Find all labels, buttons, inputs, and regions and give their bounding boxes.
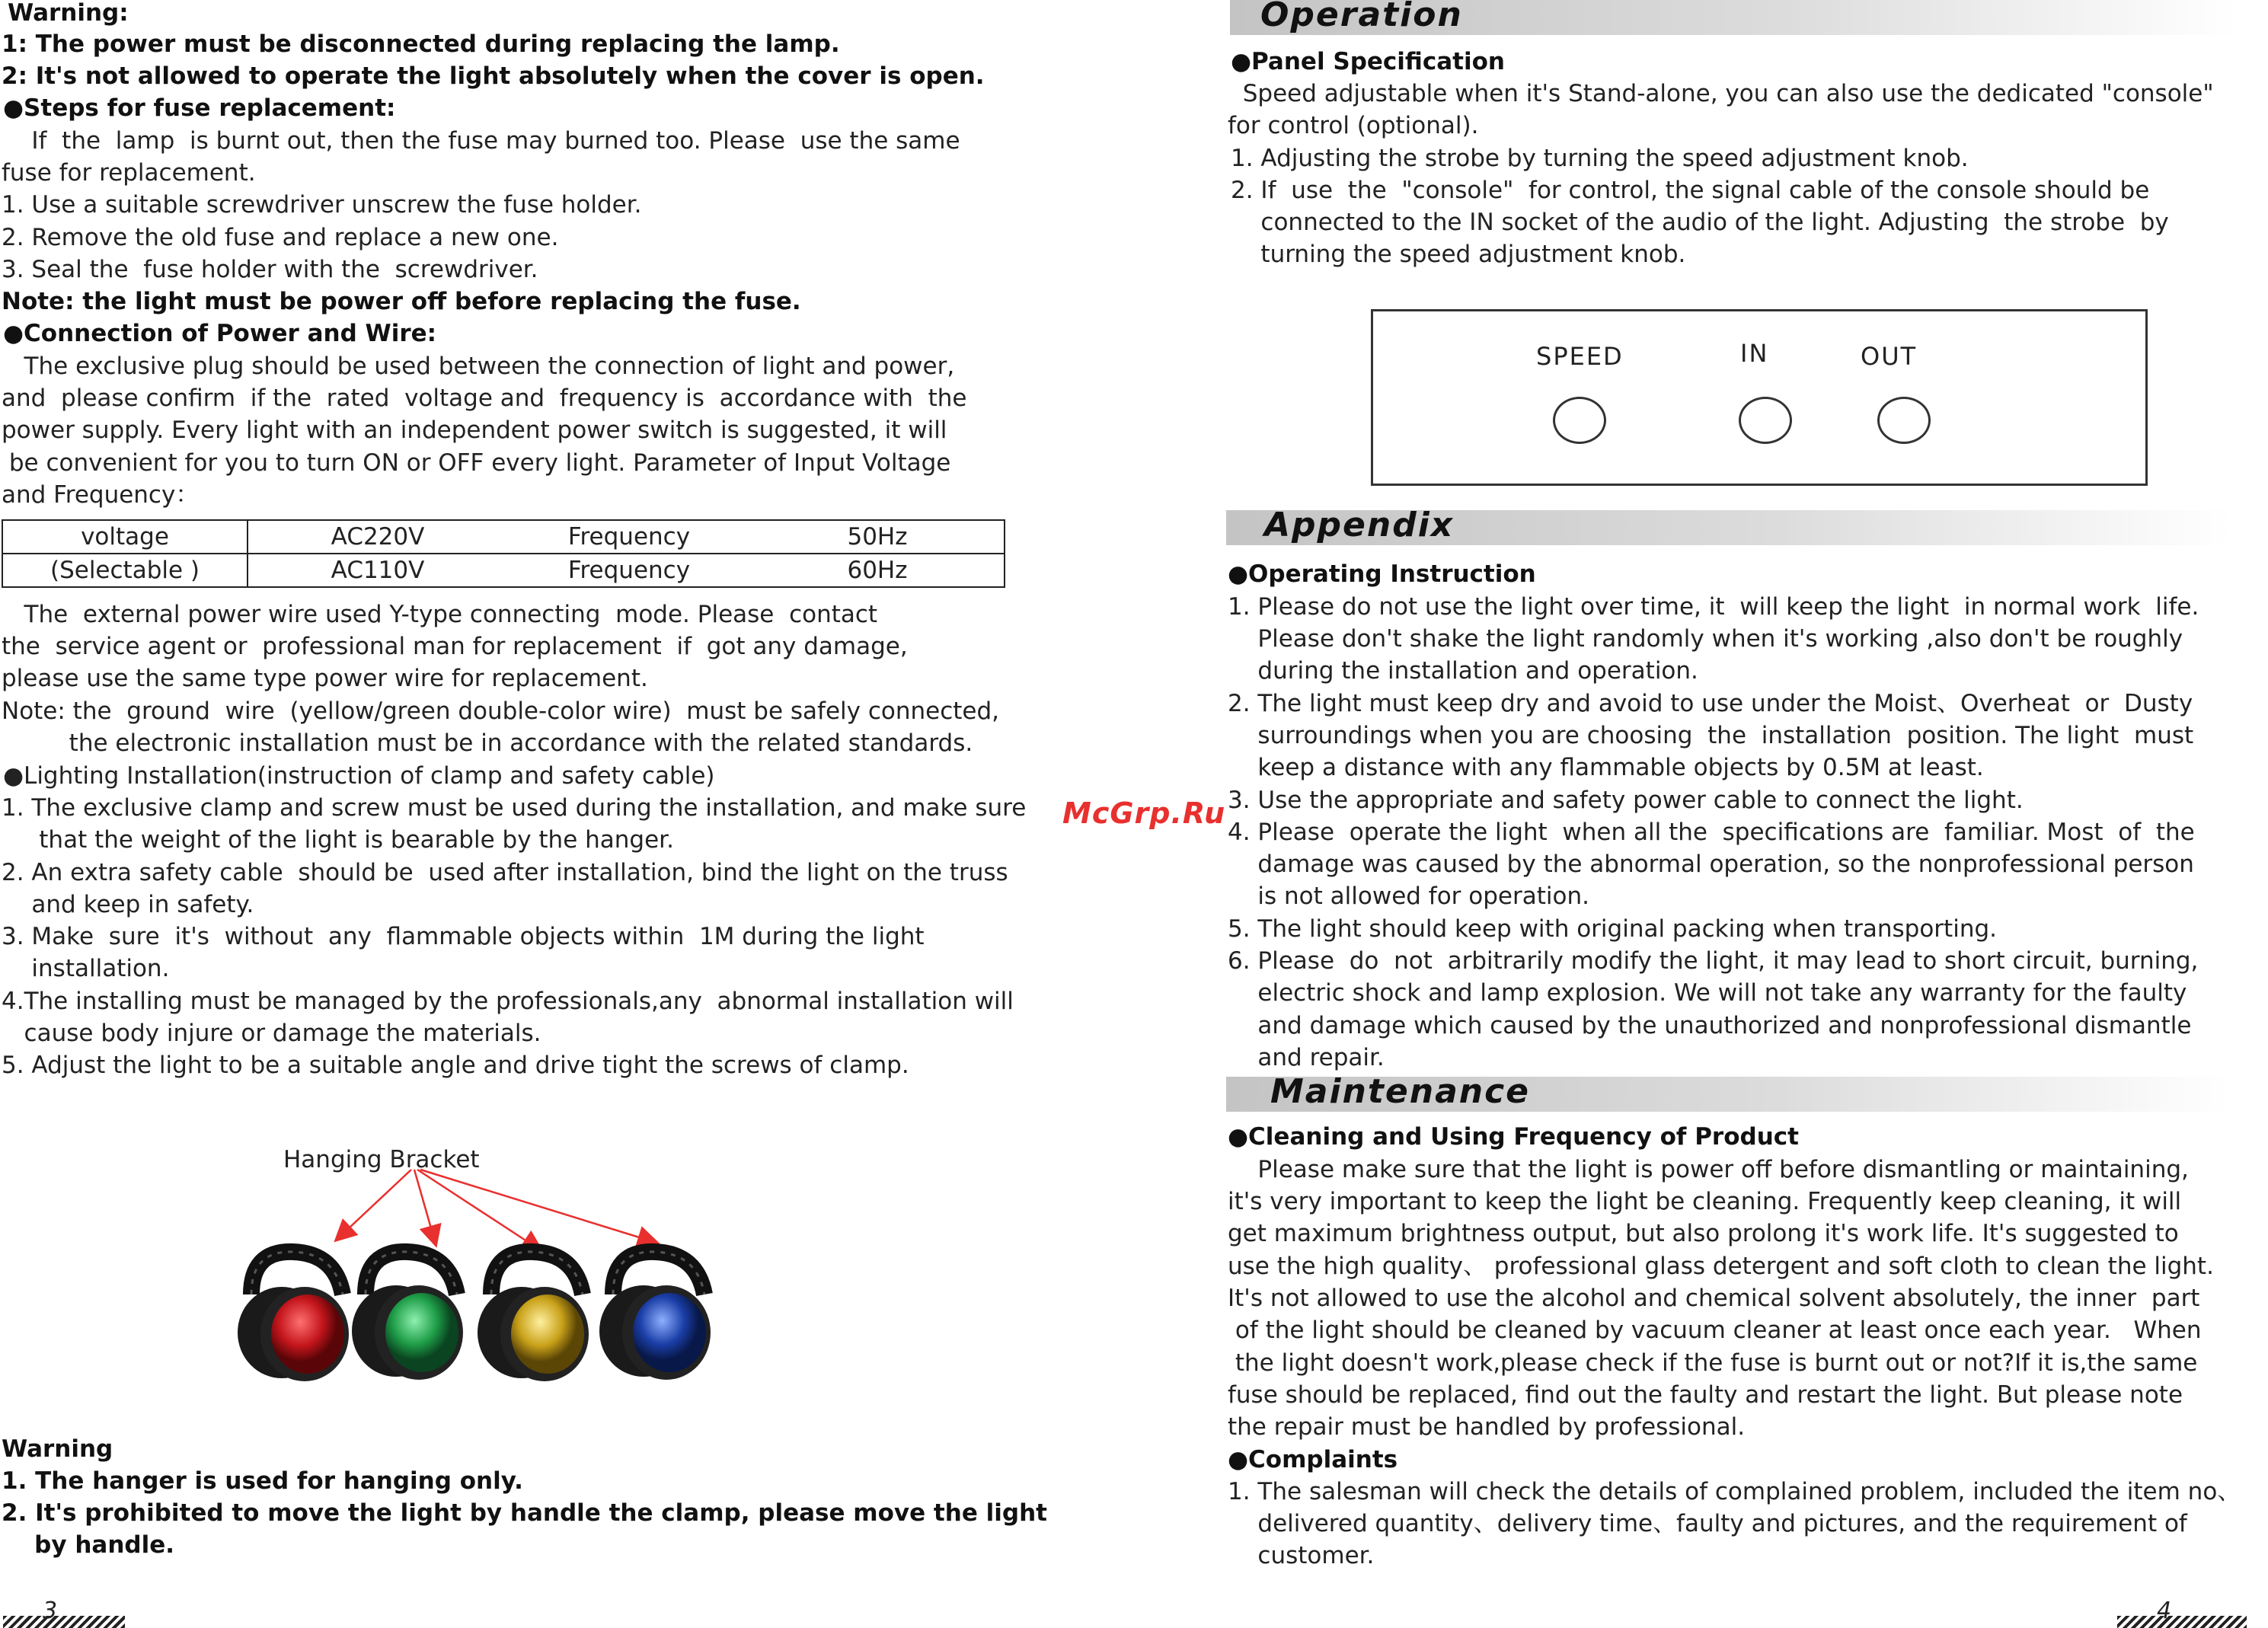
warning-item-2: 2: It's not allowed to operate the light absolutely when the cover is open. — [2, 62, 985, 90]
operating-line: damage was caused by the abnormal operation, so the nonprofessional person — [1228, 851, 2194, 878]
in-label: IN — [1740, 339, 1769, 368]
operating-line: and repair. — [1228, 1044, 1385, 1071]
in-socket-icon — [1739, 397, 1792, 444]
panel-line: for control (optional). — [1228, 112, 1479, 139]
table-cell: (Selectable ) — [2, 554, 248, 587]
complaints-line: 1. The salesman will check the details of complained problem, included the item no、 — [1228, 1478, 2241, 1505]
power-paragraph-line: be convenient for you to turn ON or OFF every light. Parameter of Input Voltage — [2, 449, 951, 477]
wire-paragraph-line: please use the same type power wire for replacement. — [2, 665, 648, 692]
table-row — [2, 554, 1005, 587]
install-item-4-cont: cause body injure or damage the materials. — [2, 1020, 541, 1047]
fuse-step-2: 2. Remove the old fuse and replace a new one. — [2, 224, 559, 251]
complaints-heading: ●Complaints — [1228, 1446, 1398, 1473]
cleaning-line: get maximum brightness output, but also prolong it's work life. It's suggested to — [1228, 1220, 2179, 1247]
page-footer-stripe — [2117, 1616, 2247, 1628]
appendix-header — [1226, 506, 2231, 545]
wire-paragraph-line: the service agent or professional man for replacement if got any damage, — [2, 633, 908, 660]
speed-label: SPEED — [1536, 342, 1624, 371]
out-socket-icon — [1877, 397, 1931, 444]
operating-line: keep a distance with any flammable objects by 0.5M at least. — [1228, 754, 1984, 781]
install-heading: ●Lighting Installation(instruction of clamp and safety cable) — [3, 762, 715, 790]
panel-line: 2. If use the "console" for control, the signal cable of the console should be — [1231, 177, 2150, 204]
cleaning-line: Please make sure that the light is power off before dismantling or maintaining, — [1228, 1156, 2189, 1183]
operating-line: during the installation and operation. — [1228, 657, 1698, 685]
operation-header — [1230, 0, 2235, 35]
cleaning-line: It's not allowed to use the alcohol and chemical solvent absolutely, the inner part — [1228, 1285, 2200, 1312]
complaints-line: customer. — [1228, 1542, 1375, 1569]
power-paragraph-line: and Frequency： — [2, 481, 200, 509]
pointer-arrows — [337, 1170, 656, 1250]
table-row — [2, 520, 1005, 554]
fuse-intro-cont: fuse for replacement. — [2, 159, 256, 187]
power-heading: ●Connection of Power and Wire: — [3, 320, 437, 347]
hanger-warning-title: Warning — [2, 1435, 113, 1463]
hanger-warning-item-2-cont: by handle. — [2, 1531, 175, 1559]
red-strobe-light — [238, 1252, 349, 1381]
cleaning-line: the repair must be handled by professional. — [1228, 1413, 1746, 1441]
power-paragraph-line: and please confirm if the rated voltage and frequency is accordance with the — [2, 385, 967, 412]
panel-heading: ●Panel Specification — [1231, 48, 1505, 75]
table-cell: Frequency — [507, 520, 751, 554]
table-cell: AC220V — [248, 520, 507, 554]
operating-line: 6. Please do not arbitrarily modify the light, it may lead to short circuit, burning, — [1228, 947, 2199, 975]
cleaning-line: of the light should be cleaned by vacuum cleaner at least once each year. When — [1228, 1317, 2202, 1344]
section-title: Operation — [1260, 0, 1463, 34]
fuse-step-3: 3. Seal the fuse holder with the screwdriver. — [2, 256, 538, 283]
operating-line: 4. Please operate the light when all the specifications are familiar. Most of the — [1228, 819, 2195, 846]
operating-line: is not allowed for operation. — [1228, 883, 1589, 910]
table-cell: Frequency — [507, 554, 751, 587]
cleaning-line: fuse should be replaced, find out the faulty and restart the light. But please note — [1228, 1381, 2183, 1409]
complaints-line: delivered quantity、delivery time、faulty and pictures, and the requirement of — [1228, 1510, 2187, 1537]
fuse-note: Note: the light must be power off before replacing the fuse. — [2, 288, 801, 315]
cleaning-line: it's very important to keep the light be cleaning. Frequently keep cleaning, it will — [1228, 1188, 2182, 1215]
install-item-3-cont: installation. — [2, 955, 170, 982]
install-item-2: 2. An extra safety cable should be used after installation, bind the light on the truss — [2, 859, 1008, 886]
figure-label: Hanging Bracket — [283, 1146, 480, 1173]
out-label: OUT — [1861, 342, 1918, 371]
install-item-4: 4.The installing must be managed by the professionals,any abnormal installation will — [2, 988, 1014, 1015]
table-cell: AC110V — [248, 554, 507, 587]
section-title: Maintenance — [1270, 1072, 1531, 1111]
wire-paragraph-line: The external power wire used Y-type connecting mode. Please contact — [2, 601, 878, 628]
hanger-warning-item-1: 1. The hanger is used for hanging only. — [2, 1467, 523, 1495]
panel-line: turning the speed adjustment knob. — [1231, 241, 1686, 268]
panel-line: connected to the IN socket of the audio of the light. Adjusting the strobe by — [1231, 209, 2169, 236]
hanger-warning-item-2: 2. It's prohibited to move the light by handle the clamp, please move the light — [2, 1499, 1047, 1527]
watermark: McGrp.Ru — [1062, 796, 1226, 830]
fuse-step-1: 1. Use a suitable screwdriver unscrew the fuse holder. — [2, 191, 642, 219]
panel-line: 1. Adjusting the strobe by turning the speed adjustment knob. — [1231, 145, 1969, 172]
operating-line: electric shock and lamp explosion. We will not take any warranty for the faulty — [1228, 979, 2187, 1007]
power-paragraph-line: power supply. Every light with an independent power switch is suggested, it will — [2, 417, 947, 444]
install-item-1-cont: that the weight of the light is bearable by the hanger. — [2, 826, 674, 854]
maintenance-header — [1226, 1072, 2231, 1112]
speed-knob-icon — [1553, 397, 1606, 444]
section-title: Appendix — [1264, 506, 1455, 544]
table-cell: voltage — [2, 520, 248, 554]
install-item-3: 3. Make sure it's without any flammable objects within 1M during the light — [2, 923, 925, 950]
warning-item-1: 1: The power must be disconnected during replacing the lamp. — [2, 30, 840, 58]
wire-note: Note: the ground wire (yellow/green double-color wire) must be safely connected, — [2, 697, 1000, 725]
hanging-bracket-figure — [228, 1165, 807, 1416]
green-strobe-light — [352, 1252, 463, 1380]
yellow-strobe-light — [478, 1252, 589, 1381]
install-item-2-cont: and keep in safety. — [2, 891, 254, 918]
operating-line: 3. Use the appropriate and safety power cable to connect the light. — [1228, 787, 2024, 814]
install-item-5: 5. Adjust the light to be a suitable angle and drive tight the screws of clamp. — [2, 1052, 909, 1079]
fuse-intro: If the lamp is burnt out, then the fuse may burned too. Please use the same — [2, 127, 960, 155]
operating-line: 5. The light should keep with original packing when transporting. — [1228, 915, 1997, 943]
operating-line: surroundings when you are choosing the installation position. The light must — [1228, 722, 2194, 749]
table-cell: 50Hz — [751, 520, 1005, 554]
cleaning-line: the light doesn't work,please check if the fuse is burnt out or not?If it is,the same — [1228, 1349, 2198, 1377]
operating-line: Please don't shake the light randomly when it's working ,also don't be roughly — [1228, 625, 2183, 653]
fuse-heading: ●Steps for fuse replacement: — [3, 94, 396, 122]
power-paragraph-line: The exclusive plug should be used between the connection of light and power, — [2, 353, 955, 380]
voltage-frequency-table — [2, 519, 1005, 588]
cleaning-line: use the high quality、 professional glass detergent and soft cloth to clean the light. — [1228, 1253, 2214, 1280]
install-item-1: 1. The exclusive clamp and screw must be used during the installation, and make sure — [2, 794, 1027, 822]
warning-title: Warning: — [8, 0, 129, 27]
page-footer-stripe — [3, 1616, 125, 1628]
rear-panel-diagram — [1371, 309, 2148, 486]
blue-strobe-light — [599, 1252, 711, 1380]
table-cell: 60Hz — [751, 554, 1005, 587]
operating-line: 1. Please do not use the light over time, it will keep the light in normal work life. — [1228, 593, 2199, 621]
operating-line: 2. The light must keep dry and avoid to use under the Moist、Overheat or Dusty — [1228, 690, 2193, 717]
operating-heading: ●Operating Instruction — [1228, 560, 1536, 588]
operating-line: and damage which caused by the unauthorized and nonprofessional dismantle — [1228, 1012, 2192, 1039]
page-number: 3 — [43, 1598, 58, 1624]
cleaning-heading: ●Cleaning and Using Frequency of Product — [1228, 1123, 1799, 1151]
panel-line: Speed adjustable when it's Stand-alone, you can also use the dedicated "console" — [1228, 80, 2214, 107]
page-number: 4 — [2157, 1598, 2172, 1624]
wire-note-cont: the electronic installation must be in accordance with the related standards. — [2, 729, 973, 757]
